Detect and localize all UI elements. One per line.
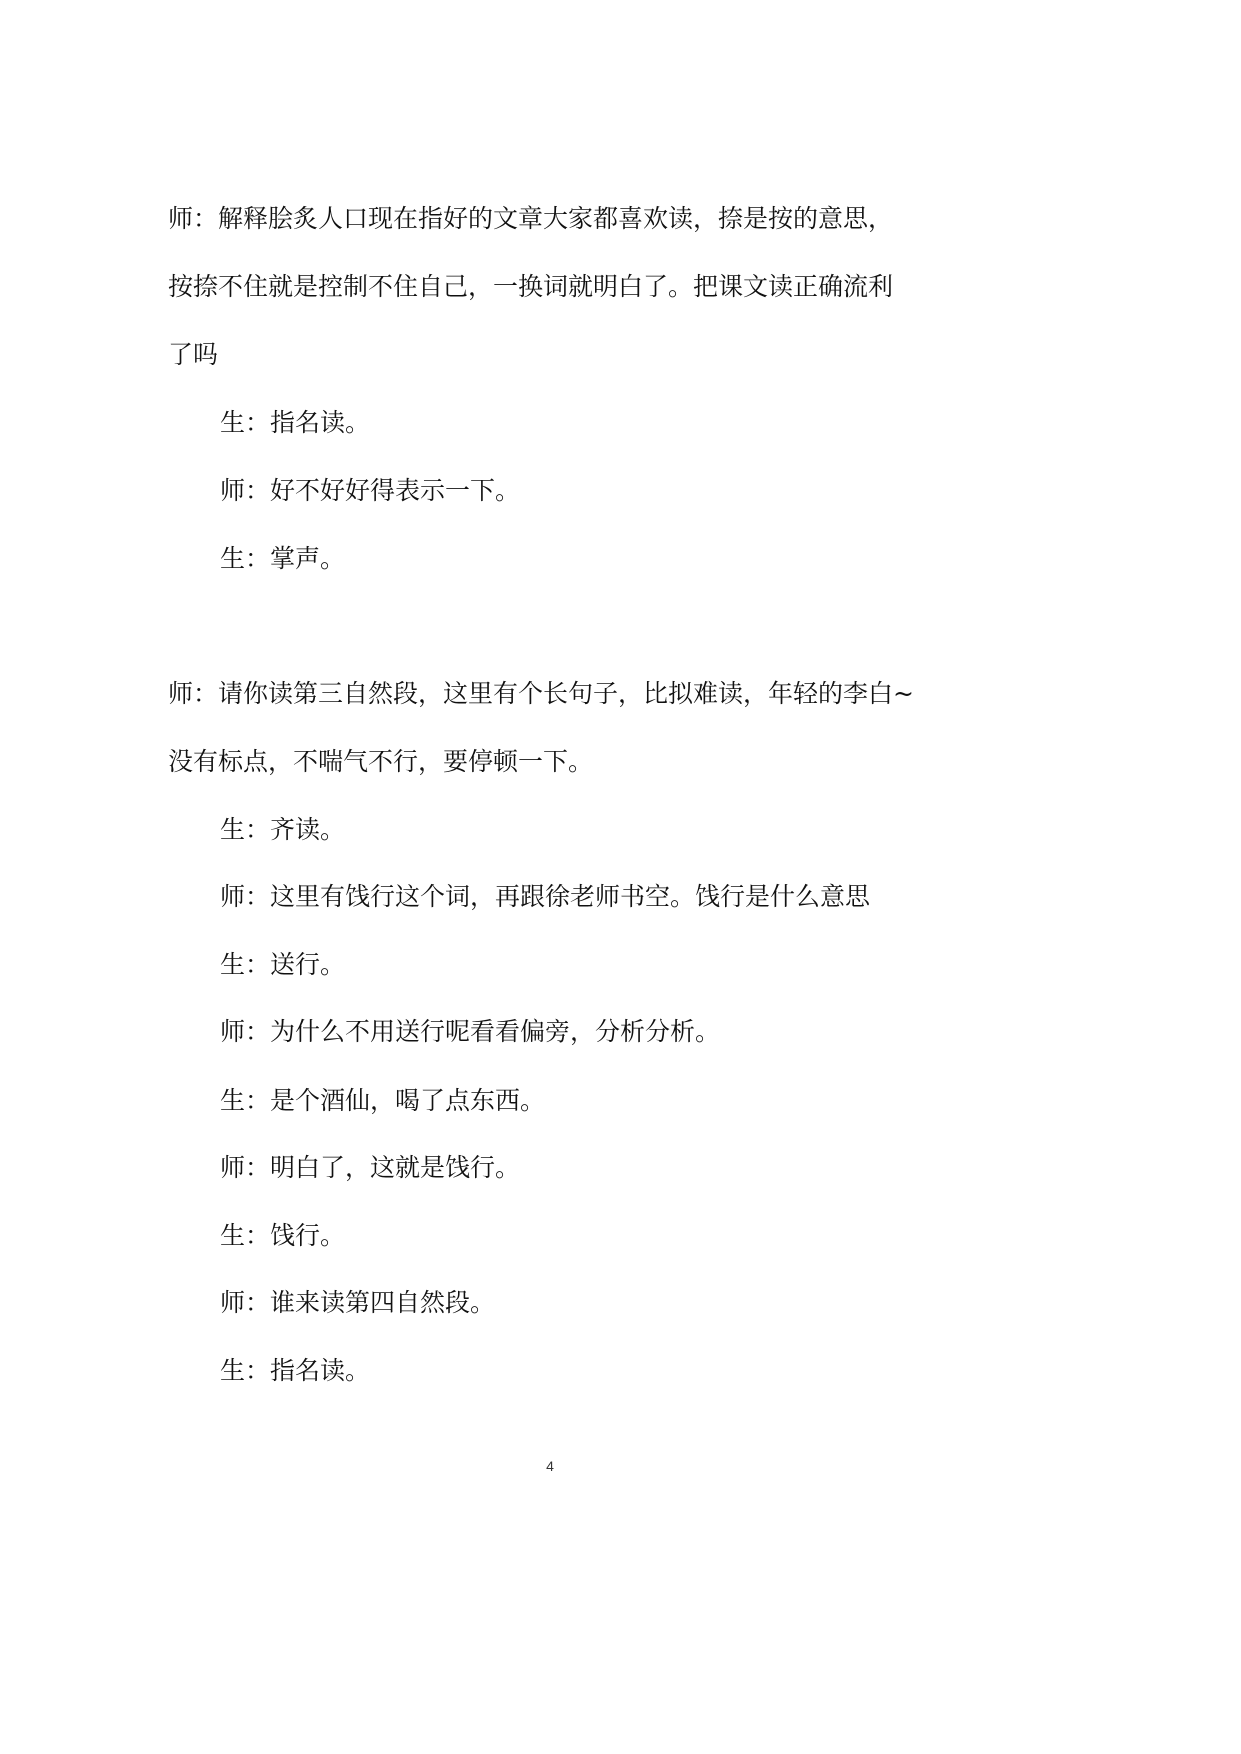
- paragraph-line: 生：饯行。: [220, 1221, 346, 1250]
- paragraph-line: 师：为什么不用送行呢看看偏旁，分析分析。: [220, 1017, 721, 1046]
- paragraph-line: 师：解释脍炙人口现在指好的文章大家都喜欢读，捺是按的意思，: [168, 204, 894, 233]
- paragraph-line: 师：好不好好得表示一下。: [220, 476, 521, 505]
- paragraph-line: 师：这里有饯行这个词，再跟徐老师书空。饯行是什么意思: [220, 882, 871, 911]
- paragraph-line: 生：指名读。: [220, 1356, 371, 1385]
- paragraph-line: 师：明白了，这就是饯行。: [220, 1153, 521, 1182]
- paragraph-line: 按捺不住就是控制不住自己，一换词就明白了。把课文读正确流利: [168, 272, 894, 301]
- paragraph-line: 生：指名读。: [220, 408, 371, 437]
- paragraph-line: 了吗: [168, 340, 219, 369]
- paragraph-line: 师：请你读第三自然段，这里有个长句子，比拟难读，年轻的李白~: [168, 679, 914, 708]
- paragraph-line: 没有标点，不喘气不行，要停顿一下。: [168, 747, 594, 776]
- paragraph-line: 生：送行。: [220, 950, 346, 979]
- paragraph-line: 生：掌声。: [220, 544, 346, 573]
- page-number: 4: [546, 1458, 554, 1474]
- paragraph-line: 生：齐读。: [220, 815, 346, 844]
- paragraph-line: 师：谁来读第四自然段。: [220, 1288, 496, 1317]
- paragraph-line: 生：是个酒仙，喝了点东西。: [220, 1086, 546, 1115]
